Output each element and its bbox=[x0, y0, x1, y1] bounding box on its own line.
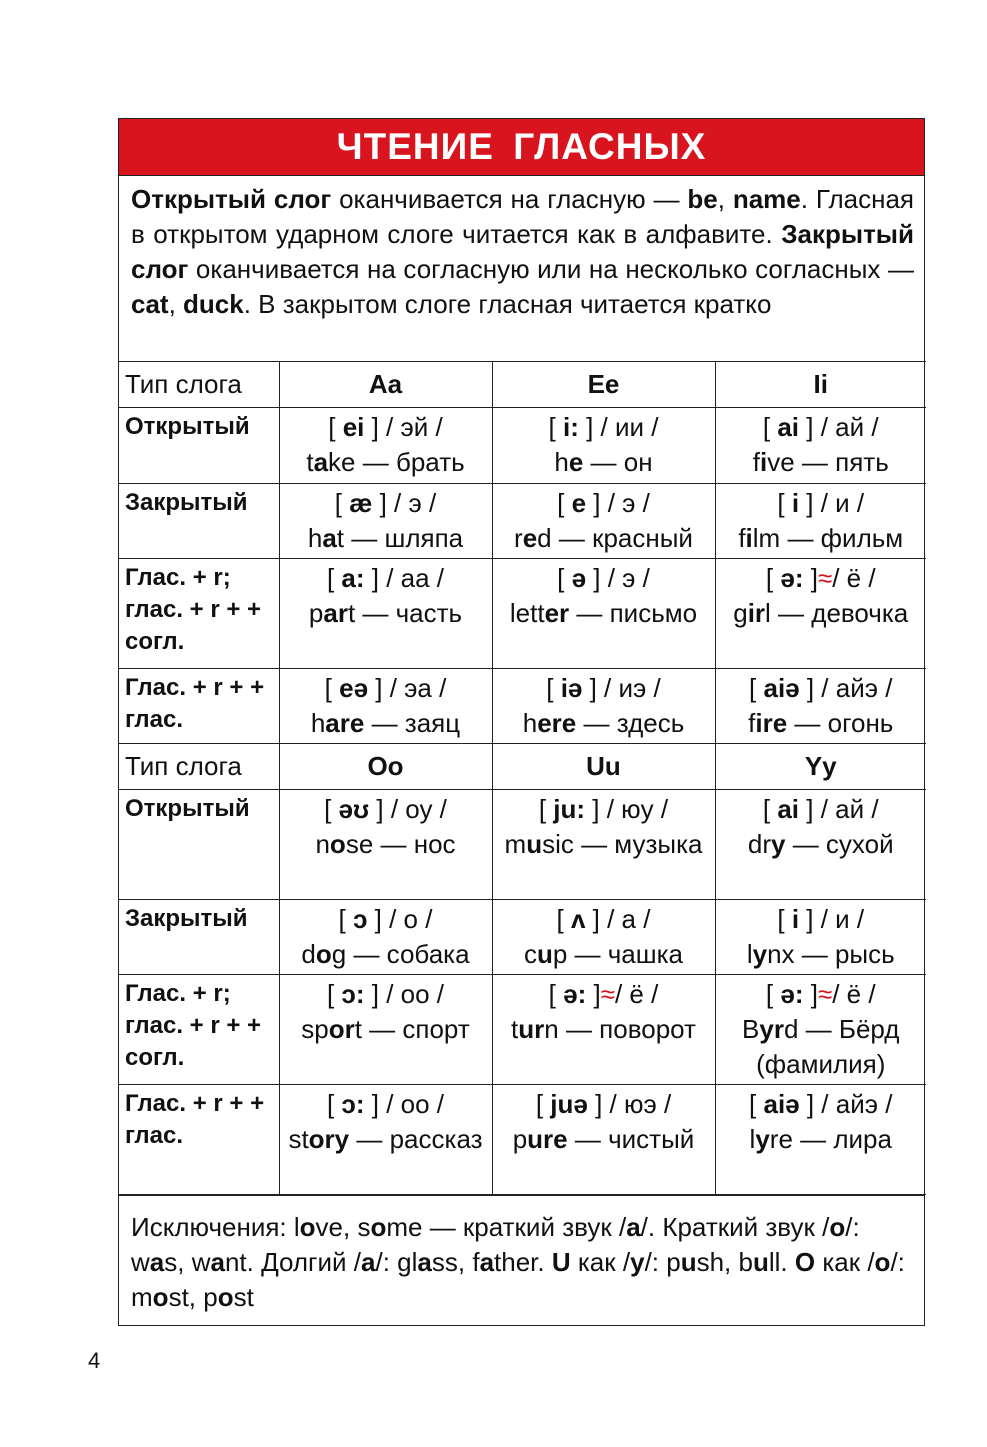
row-label: Глас. + r + + глас. bbox=[119, 669, 279, 744]
row-label: Открытый bbox=[119, 790, 279, 900]
table-row bbox=[119, 484, 926, 559]
table-cell: [ æ ] / э / hat — шляпа bbox=[279, 484, 492, 559]
table-cell: [ ɔ ] / о / dog — собака bbox=[279, 900, 492, 975]
table-cell: [ ju: ] / юу / music — музыка bbox=[492, 790, 715, 900]
approx-icon: ≈ bbox=[817, 563, 833, 593]
table-cell: [ ɔ: ] / оо / story — рассказ bbox=[279, 1085, 492, 1195]
table-row bbox=[119, 559, 926, 669]
approx-icon: ≈ bbox=[817, 979, 833, 1009]
table-cell: [ ʌ ] / а / cup — чашка bbox=[492, 900, 715, 975]
table-cell: [ ai ] / ай / five — пять bbox=[715, 408, 926, 484]
header-letter: Oo bbox=[279, 744, 492, 790]
table-cell: [ juə ] / юэ / pure — чистый bbox=[492, 1085, 715, 1195]
page-number: 4 bbox=[88, 1348, 101, 1373]
header-letter: Ee bbox=[492, 362, 715, 408]
vowel-reading-card bbox=[118, 118, 925, 1326]
table-cell: [ i ] / и / lynx — рысь bbox=[715, 900, 926, 975]
header-type: Тип слога bbox=[119, 744, 279, 790]
table-cell: [ ə: ]≈/ ё / turn — поворот bbox=[492, 975, 715, 1085]
table-cell: [ a: ] / аа / part — часть bbox=[279, 559, 492, 669]
table-cell: [ eə ] / эа / hare — заяц bbox=[279, 669, 492, 744]
row-label: Закрытый bbox=[119, 900, 279, 975]
row-label: Глас. + r + + глас. bbox=[119, 1085, 279, 1195]
approx-icon: ≈ bbox=[600, 979, 615, 1009]
table-cell: [ ei ] / эй / take — брать bbox=[279, 408, 492, 484]
header-letter: Uu bbox=[492, 744, 715, 790]
table-row bbox=[119, 900, 926, 975]
header-type: Тип слога bbox=[119, 362, 279, 408]
table-cell: [ ə: ]≈/ ё / Byrd — Бёрд (фамилия) bbox=[715, 975, 926, 1085]
table-row bbox=[119, 790, 926, 900]
row-label: Закрытый bbox=[119, 484, 279, 559]
row-label: Глас. + r; глас. + r + + согл. bbox=[119, 975, 279, 1085]
table-cell: [ i ] / и / film — фильм bbox=[715, 484, 926, 559]
table-row bbox=[119, 669, 926, 744]
header-letter: Yy bbox=[715, 744, 926, 790]
header-letter: Aa bbox=[279, 362, 492, 408]
table-cell: [ aiə ] / айэ / fire — огонь bbox=[715, 669, 926, 744]
table-cell: [ iə ] / иэ / here — здесь bbox=[492, 669, 715, 744]
table-header-row bbox=[119, 362, 926, 408]
table-row bbox=[119, 1085, 926, 1195]
table-row bbox=[119, 975, 926, 1085]
intro-paragraph: Открытый слог оканчивается на гласную — be, name. Гласная в открытом ударном слоге читается как в алфавите. Закрытый слог оканчивается на согласную или на несколько согласных — cat, duck. В закрытом слоге гласная читается кратко bbox=[131, 184, 914, 319]
exceptions-note: Исключения: love, some — краткий звук /a/. Краткий звук /o/: was, want. Долгий /a/: glass, father. U как /y/: push, bull. O как /o/: most, post bbox=[119, 1195, 924, 1325]
row-label: Глас. + r; глас. + r + + согл. bbox=[119, 559, 279, 669]
table-row bbox=[119, 408, 926, 484]
table-cell: [ ai ] / ай / dry — сухой bbox=[715, 790, 926, 900]
table-cell: [ ə: ]≈/ ё / girl — девочка bbox=[715, 559, 926, 669]
row-label: Открытый bbox=[119, 408, 279, 484]
table-cell: [ ɔ: ] / оо / sport — спорт bbox=[279, 975, 492, 1085]
header-letter: Ii bbox=[715, 362, 926, 408]
table-header-row bbox=[119, 744, 926, 790]
table-cell: [ e ] / э / red — красный bbox=[492, 484, 715, 559]
table-cell: [ i: ] / ии / he — он bbox=[492, 408, 715, 484]
page-title: ЧТЕНИЕ ГЛАСНЫХ bbox=[119, 119, 924, 176]
table-cell: [ aiə ] / айэ / lyre — лира bbox=[715, 1085, 926, 1195]
vowel-table bbox=[119, 361, 926, 1195]
table-cell: [ ə ] / э / letter — письмо bbox=[492, 559, 715, 669]
table-cell: [ əʊ ] / оу / nose — нос bbox=[279, 790, 492, 900]
